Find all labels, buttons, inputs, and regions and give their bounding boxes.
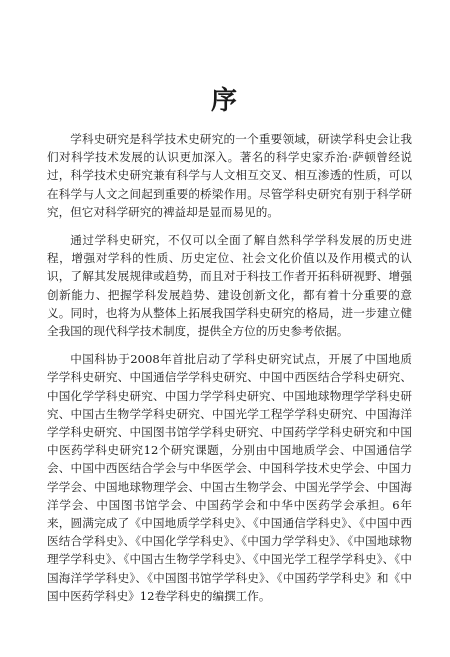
preface-body xyxy=(47,130,412,605)
paragraph-2: 通过学科史研究，不仅可以全面了解自然科学学科发展的历史进程，增强对学科的性质、历史定位、社会文化价值以及作用模式的认识，了解其发展规律或趋势，而且对于科技工作者开拓科研视野、增强创新能力、把握学科发展趋势、建设创新文化，都有着十分重要的意义。同时，也将为从整体上拓展我国学科史研究的格局，进一步建立健全我国的现代科学技术制度，提供全方位的历史参考依据。 xyxy=(47,233,412,339)
paragraph-3: 中国科协于2008年首批启动了学科史研究试点，开展了中国地质学学科史研究、中国通信学学科史研究、中国中西医结合学科史研究、中国化学学科史研究、中国力学学科史研究、中国地球物理学学科史研究、中国古生物学学科史研究、中国光学工程学学科史研究、中国海洋学学科史研究、中国图书馆学学科史研究、中国药学学科史研究和中国中医药学科史研究12个研究课题，分别由中国地质学会、中国通信学会、中国中西医结合学会与中华医学会、中国科学技术史学会、中国力学学会、中国地球物理学会、中国古生物学会、中国光学学会、中国海洋学会、中国图书馆学会、中国药学会和中华中医药学会承担。6年来，圆满完成了《中国地质学学科史》、《中国通信学科史》、《中国中西医结合学科史》、《中国化学学科史》、《中国力学学科史》、《中国地球物理学学科史》、《中国古生物学学科史》、《中国光学工程学学科史》、《中国海洋学学科史》、《中国图书馆学学科史》、《中国药学学科史》和《中国中医药学科史》12卷学科史的编撰工作。 xyxy=(47,352,412,603)
page-title: 序 xyxy=(210,86,239,116)
paragraph-1: 学科史研究是科学技术史研究的一个重要领域，研读学科史会让我们对科学技术发展的认识更加深入。著名的科学史家乔治·萨顿曾经说过，科学技术史研究兼有科学与人文相互交叉、相互渗透的性质，可以在科学与人文之间起到重要的桥梁作用。尽管学科史研究有别于科学研究，但它对科学研究的裨益却是显而易见的。 xyxy=(47,132,412,219)
